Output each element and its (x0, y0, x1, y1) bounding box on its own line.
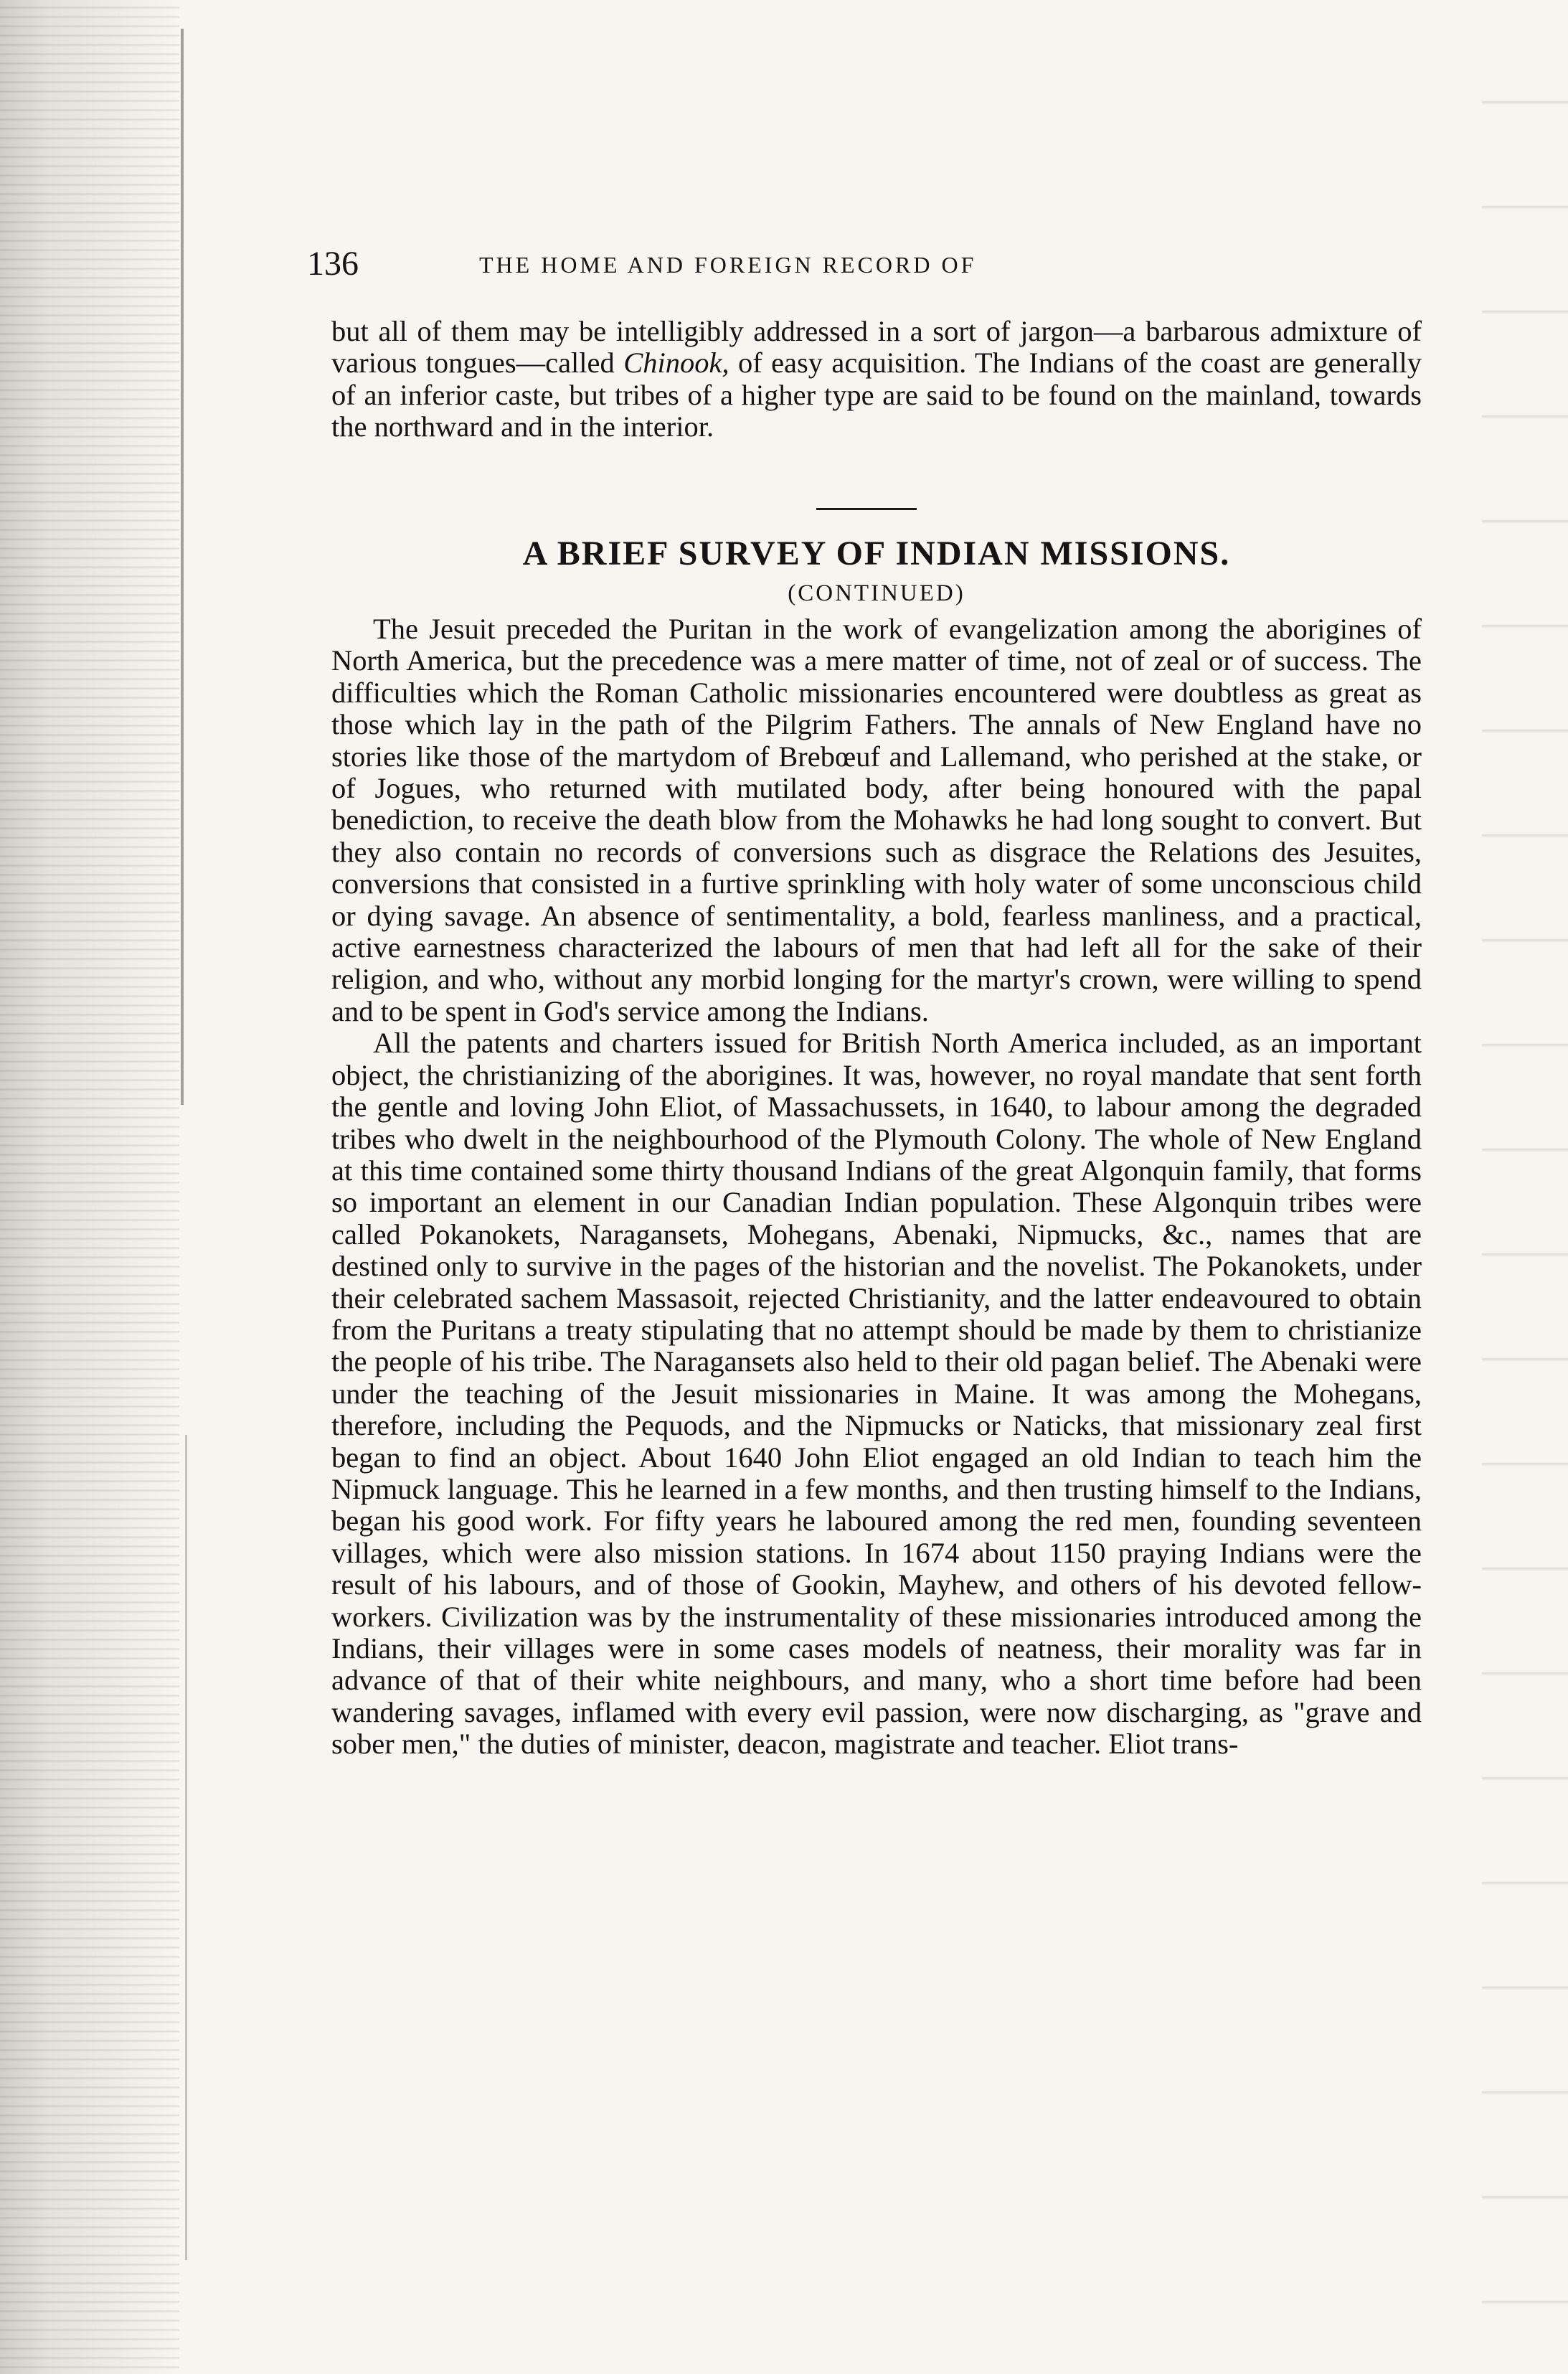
intro-paragraph (331, 316, 1422, 443)
intro-paragraph-text (331, 316, 1422, 443)
article-subtitle: (CONTINUED) (788, 580, 965, 606)
running-head (307, 242, 1433, 286)
running-head-title: THE HOME AND FOREIGN RECORD OF (479, 252, 977, 278)
scan-specks (1482, 0, 1568, 2374)
article-paragraph-1: The Jesuit preceded the Puritan in the work of evangelization among the aborigines of North America, but the precedence was a mere matter of time, not of zeal or of success. The difficulties which the Roman Catholic missionaries encountered were doubtless as great as those which lay in the path of the Pilgrim Fathers. The annals of New England have no stories like those of the martydom of Brebœuf and Lallemand, who perished at the stake, or of Jogues, who returned with mutilated body, after being honoured with the papal benediction, to receive the death blow from the Mohawks he had long sought to convert. But they also contain no records of conversions such as disgrace the Relations des Jesuites, conversions that consisted in a furtive sprinkling with holy water of some unconscious child or dying savage. An absence of sentimentality, a bold, fearless manliness, and a practical, active earnestness characterized the labours of men that had left all for the sake of their religion, and who, without any morbid longing for the martyr's crown, were willing to spend and to be spent in God's service among the Indians. (331, 613, 1422, 1027)
article-title: A BRIEF SURVEY OF INDIAN MISSIONS. (522, 534, 1231, 573)
intro-text-after-italic: of easy acquisition. The Indians of the coast are generally of an inferior caste, but tribes of a higher type are said to be found on the mainland, towards the northward and in the interior. (331, 347, 1422, 443)
binding-edge-shadow (0, 0, 179, 2374)
section-divider-rule (816, 508, 917, 510)
article-paragraph-2: All the patents and charters issued for British North America included, as an important object, the christianizing of the aborigines. It was, however, no royal mandate that sent forth the gentle and loving John Eliot, of Massachussets, in 1640, to labour among the degraded tribes who dwelt in the neighbourhood of the Plymouth Colony. The whole of New England at this time contained some thirty thousand Indians of the great Algonquin family, that forms so important an element in our Canadian Indian population. These Algonquin tribes were called Pokanokets, Naragansets, Mohegans, Abenaki, Nipmucks, &c., names that are destined only to survive in the pages of the historian and the novelist. The Pokanokets, under their celebrated sachem Massasoit, rejected Christianity, and the latter endeavoured to obtain from the Puritans a treaty stipulating that no attempt should be made by them to christianize the people of his tribe. The Naragansets also held to their old pagan belief. The Abenaki were under the teaching of the Jesuit missionaries in Maine. It was among the Mohegans, therefore, including the Pequods, and the Nipmucks or Naticks, that missionary zeal first began to find an object. About 1640 John Eliot engaged an old Indian to teach him the Nipmuck language. This he learned in a few months, and then trusting himself to the Indians, began his good work. For fifty years he laboured among the red men, founding seventeen villages, which were also mission stations. In 1674 about 1150 praying Indians were the result of his labours, and of those of Gookin, Mayhew, and others of his devoted fellow-workers. Civilization was by the instrumentality of these missionaries introduced among the Indians, their villages were in some cases models of neatness, their morality was far in advance of that of their white neighbours, and many, who a short time before had been wandering savages, inflamed with every evil passion, were now discharging, as "grave and sober men," the duties of minister, deacon, magistrate and teacher. Eliot trans- (331, 1027, 1422, 1761)
binding-edge-line-lower (185, 1435, 187, 2260)
binding-edge-line (181, 29, 184, 1105)
intro-text-before-italic: but all of them may be intelligibly addressed in a sort of jargon—a barbarous admixture of various tongues—called (331, 315, 1422, 380)
page-number: 136 (307, 245, 359, 283)
intro-text-italic-word: Chinook, (623, 347, 729, 380)
article-body (331, 613, 1422, 1761)
